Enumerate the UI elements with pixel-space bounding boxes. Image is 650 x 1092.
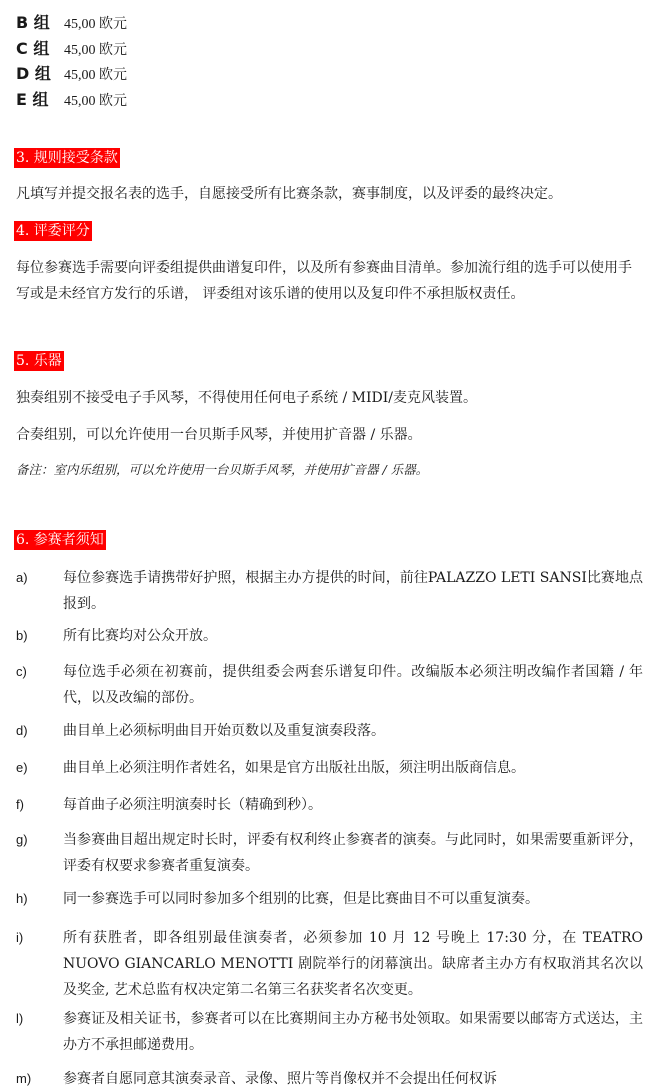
section-heading-instruments: 5. 乐器 — [16, 353, 62, 369]
fee-row — [16, 61, 127, 85]
list-item-text: 参赛者自愿同意其演奏录音、录像、照片等肖像权并不会提出任何权诉 — [63, 1071, 497, 1087]
fee-row — [16, 36, 127, 60]
section-text-rules: 凡填写并提交报名表的选手，自愿接受所有比赛条款，赛事制度，以及评委的最终决定。 — [16, 186, 562, 202]
fee-row — [16, 10, 127, 34]
list-item-text: 同一参赛选手可以同时参加多个组别的比赛，但是比赛曲目不可以重复演奏。 — [63, 891, 539, 907]
section-text-instruments-solo: 独奏组别不接受电子手风琴，不得使用任何电子系统 / MIDI/麦克风装置。 — [16, 390, 477, 406]
list-item-text: 所有比赛均对公众开放。 — [63, 628, 217, 644]
section-heading-judging: 4. 评委评分 — [16, 223, 90, 239]
section-heading-participant-notes: 6. 参赛者须知 — [16, 532, 104, 548]
list-item-label: a) — [16, 570, 28, 585]
list-item-label: l) — [16, 1011, 24, 1026]
list-item-text: 曲目单上必须标明曲目开始页数以及重复演奏段落。 — [63, 723, 385, 739]
list-item-text: 所有获胜者，即各组别最佳演奏者，必须参加 10 月 12 号晚上 17:30 分，在 TEATRO NUOVO GIANCARLO MENOTTI 剧院举行的闭幕演出。缺席者主办方有权取消其名次以及奖金, 艺术总监有权决定第二名第三名获奖者名次变更。 — [63, 930, 643, 998]
section-note-chamber: 备注：室内乐组别，可以允许使用一台贝斯手风琴，并使用扩音器 / 乐器。 — [16, 462, 429, 477]
list-item-label: d) — [16, 723, 28, 738]
list-item-text: 每首曲子必须注明演奏时长（精确到秒）。 — [63, 797, 322, 813]
list-item-label: b) — [16, 628, 28, 643]
fee-price: 45,00 欧元 — [64, 68, 127, 83]
fee-group: B 组 — [16, 13, 50, 32]
list-item-text: 当参赛曲目超出规定时长时，评委有权利终止参赛者的演奏。与此同时，如果需要重新评分，评委有权要求参赛者重复演奏。 — [63, 832, 643, 874]
section-text-instruments-ensemble: 合奏组别，可以允许使用一台贝斯手风琴，并使用扩音器 / 乐器。 — [16, 427, 422, 443]
list-item-label: g) — [16, 832, 28, 847]
list-item-text: 每位选手必须在初赛前，提供组委会两套乐谱复印件。改编版本必须注明改编作者国籍 / 年代，以及改编的部份。 — [63, 664, 643, 706]
list-item-text: 参赛证及相关证书，参赛者可以在比赛期间主办方秘书处领取。如果需要以邮寄方式送达，主办方不承担邮递费用。 — [63, 1011, 643, 1053]
list-item-label: i) — [16, 930, 24, 945]
list-item-text: 曲目单上必须注明作者姓名，如果是官方出版社出版，须注明出版商信息。 — [63, 760, 525, 776]
list-item-label: m) — [16, 1071, 32, 1086]
fee-price: 45,00 欧元 — [64, 17, 127, 32]
list-item-label: c) — [16, 664, 27, 679]
list-item-label: h) — [16, 891, 28, 906]
fee-price: 45,00 欧元 — [64, 94, 127, 109]
fee-group: E 组 — [16, 90, 49, 109]
list-item-label: e) — [16, 760, 28, 775]
fee-group: C 组 — [16, 39, 50, 58]
fee-price: 45,00 欧元 — [64, 43, 127, 58]
fee-group: D 组 — [16, 64, 51, 83]
fee-row — [16, 87, 127, 111]
list-item-text: 每位参赛选手请携带好护照，根据主办方提供的时间，前往PALAZZO LETI SANSI比赛地点报到。 — [63, 570, 643, 612]
section-text-judging: 每位参赛选手需要向评委组提供曲谱复印件，以及所有参赛曲目清单。参加流行组的选手可以使用手写或是未经官方发行的乐谱， 评委组对该乐谱的使用以及复印件不承担版权责任。 — [16, 260, 632, 302]
section-heading-rules: 3. 规则接受条款 — [16, 150, 118, 166]
list-item-label: f) — [16, 797, 24, 812]
